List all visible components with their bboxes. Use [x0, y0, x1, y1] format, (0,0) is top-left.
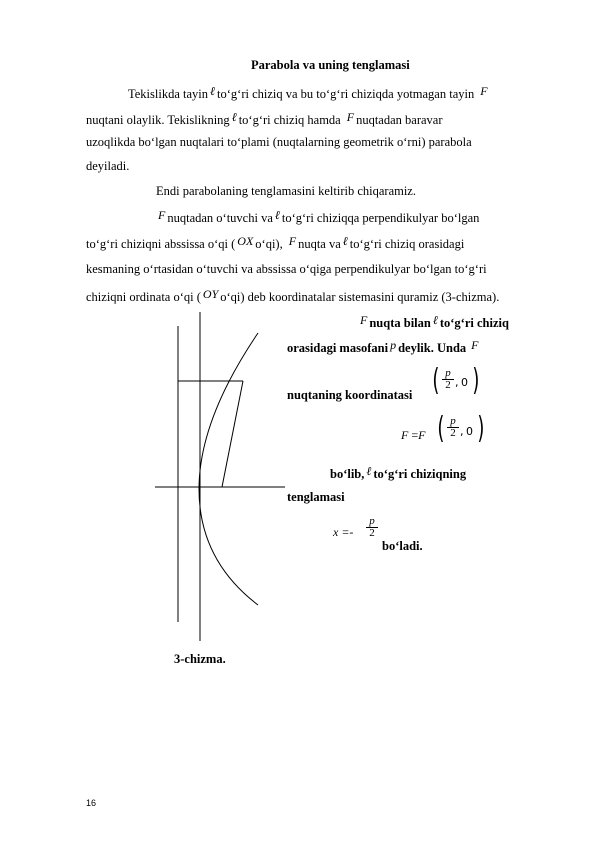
parabola-curve	[199, 333, 258, 605]
ell-symbol: ℓ	[231, 110, 237, 124]
right-line3: nuqtaning koordinatasi	[287, 388, 413, 402]
coord-paren-left: (	[432, 363, 440, 398]
f-symbol: F	[346, 110, 355, 124]
focus-comma: ,	[460, 425, 464, 438]
para3-line2: to‘g‘ri chiziqni abssissa o‘qi ( OX o‘qi), F nuqta va ℓ to‘g‘ri chiziq orasidagi	[86, 234, 465, 251]
ell-symbol: ℓ	[210, 84, 216, 98]
coord-zero: 0	[461, 376, 468, 389]
para3-line4: chiziqni ordinata o‘qi ( OY o‘qi) deb koordinatalar sistemasini quramiz (3-chizma).	[86, 287, 500, 304]
f-symbol: F	[158, 208, 166, 222]
coord-paren-right: )	[472, 363, 480, 398]
figure-caption: 3-chizma.	[174, 652, 226, 666]
focus-eq-lhs: F =F	[401, 428, 426, 442]
right-line5: bo‘lib, ℓ to‘g‘ri chiziqning	[330, 464, 467, 481]
focus-segment	[222, 381, 243, 487]
coord-comma: ,	[455, 376, 459, 389]
ell-symbol: ℓ	[366, 464, 372, 478]
directrix-eq-lhs: x =-	[333, 525, 354, 539]
f-symbol: F	[471, 338, 479, 352]
page-title: Parabola va uning tenglamasi	[251, 58, 410, 72]
ell-symbol: ℓ	[342, 234, 348, 248]
para1-line4: deyiladi.	[86, 159, 130, 173]
ox-symbol: OX	[237, 234, 254, 248]
para3-line1: F nuqtadan o‘tuvchi va ℓ to‘g‘ri chiziqqa perpendikulyar bo‘lgan	[158, 208, 480, 225]
right-line6: tenglamasi	[287, 490, 345, 504]
f-symbol: F	[360, 313, 368, 327]
p-symbol: p	[390, 338, 397, 352]
f-symbol: F	[288, 234, 297, 248]
ell-symbol: ℓ	[274, 208, 280, 222]
right-line7: bo‘ladi.	[382, 539, 423, 553]
para2-line: Endi parabolaning tenglamasini keltirib chiqaramiz.	[156, 184, 416, 198]
coord-fraction: p 2	[442, 368, 454, 391]
focus-paren-right: )	[477, 411, 485, 446]
f-symbol: F	[480, 84, 488, 98]
para1-line3: uzoqlikda bo‘lgan nuqtalari to‘plami (nuqtalarning geometrik o‘rni) parabola	[86, 135, 472, 149]
focus-zero: 0	[466, 425, 473, 438]
para1-line1: Tekislikda tayin ℓ to‘g‘ri chiziq va bu to‘g‘ri chiziqda yotmagan tayin F	[128, 84, 488, 101]
page-number: 16	[86, 798, 97, 808]
focus-paren-left: (	[437, 411, 445, 446]
oy-symbol: OY	[202, 287, 219, 301]
right-line1: F nuqta bilan ℓ to‘g‘ri chiziq	[360, 313, 509, 330]
ell-symbol: ℓ	[432, 313, 438, 327]
para3-line3: kesmaning o‘rtasidan o‘tuvchi va abssissa o‘qiga perpendikulyar bo‘lgan to‘g‘ri	[86, 262, 487, 276]
directrix-fraction: p 2	[366, 516, 378, 539]
focus-fraction: p 2	[447, 416, 459, 439]
right-line2: orasidagi masofani p deylik. Unda F	[287, 338, 479, 355]
para1-line2: nuqtani olaylik. Tekislikning ℓ to‘g‘ri chiziq hamda F nuqtadan baravar	[86, 110, 443, 127]
